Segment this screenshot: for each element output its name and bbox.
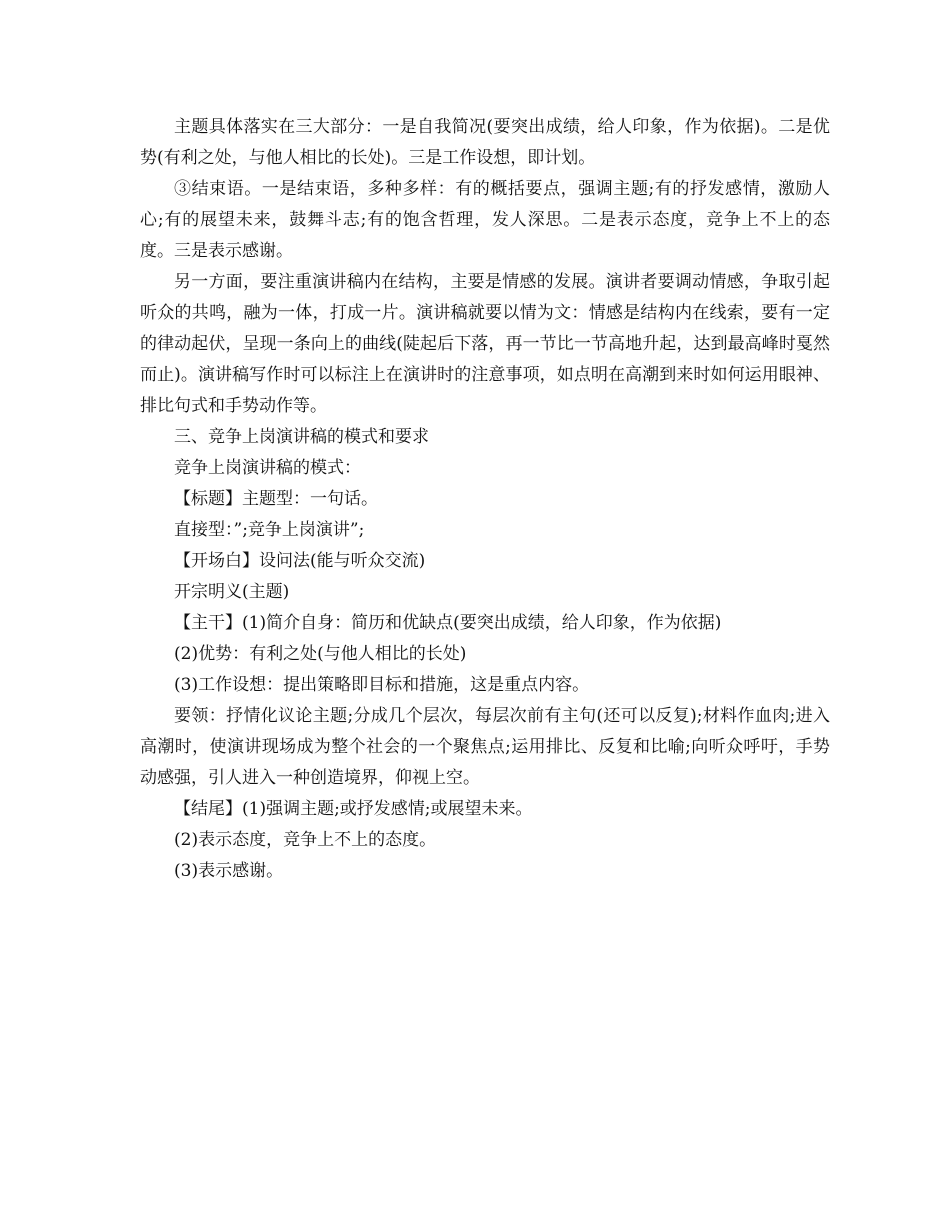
paragraph: 直接型：”;竞争上岗演讲”; (174, 520, 365, 540)
document-page (140, 112, 830, 887)
paragraph: 主题具体落实在三大部分：一是自我简况(要突出成绩，给人印象，作为依据)。二是优势(有利之处，与他人相比的长处)。三是工作设想，即计划。 (140, 117, 830, 168)
paragraph: 竞争上岗演讲稿的模式： (174, 458, 361, 478)
section-heading: 三、竞争上岗演讲稿的模式和要求 (174, 427, 429, 447)
paragraph: 要领：抒情化议论主题;分成几个层次，每层次前有主句(还可以反复);材料作血肉;进入高潮时，使演讲现场成为整个社会的一个聚焦点;运用排比、反复和比喻;向听众呼吁，手势动感强，引人进入一种创造境界，仰视上空。 (140, 706, 830, 788)
paragraph: (3)表示感谢。 (174, 861, 284, 881)
paragraph: (2)表示态度，竞争上不上的态度。 (174, 830, 437, 850)
paragraph: 【标题】主题型：一句话。 (174, 489, 378, 509)
paragraph: (3)工作设想：提出策略即目标和措施，这是重点内容。 (174, 675, 590, 695)
paragraph: 开宗明义(主题) (174, 582, 290, 602)
paragraph: 【主干】(1)简介自身：简历和优缺点(要突出成绩，给人印象，作为依据) (174, 613, 722, 633)
paragraph: 【结尾】(1)强调主题;或抒发感情;或展望未来。 (174, 799, 533, 819)
paragraph: 另一方面，要注重演讲稿内在结构，主要是情感的发展。演讲者要调动情感，争取引起听众的共鸣，融为一体，打成一片。演讲稿就要以情为文：情感是结构内在线索，要有一定的律动起伏，呈现一条向上的曲线(陡起后下落，再一节比一节高地升起，达到最高峰时戛然而止)。演讲稿写作时可以标注上在演讲时的注意事项，如点明在高潮到来时如何运用眼神、排比句式和手势动作等。 (140, 272, 830, 416)
paragraph: ③结束语。一是结束语，多种多样：有的概括要点，强调主题;有的抒发感情，激励人心;有的展望未来，鼓舞斗志;有的饱含哲理，发人深思。二是表示态度，竞争上不上的态度。三是表示感谢。 (140, 179, 830, 261)
paragraph: 【开场白】设问法(能与听众交流) (174, 551, 426, 571)
paragraph: (2)优势：有利之处(与他人相比的长处) (174, 644, 467, 664)
